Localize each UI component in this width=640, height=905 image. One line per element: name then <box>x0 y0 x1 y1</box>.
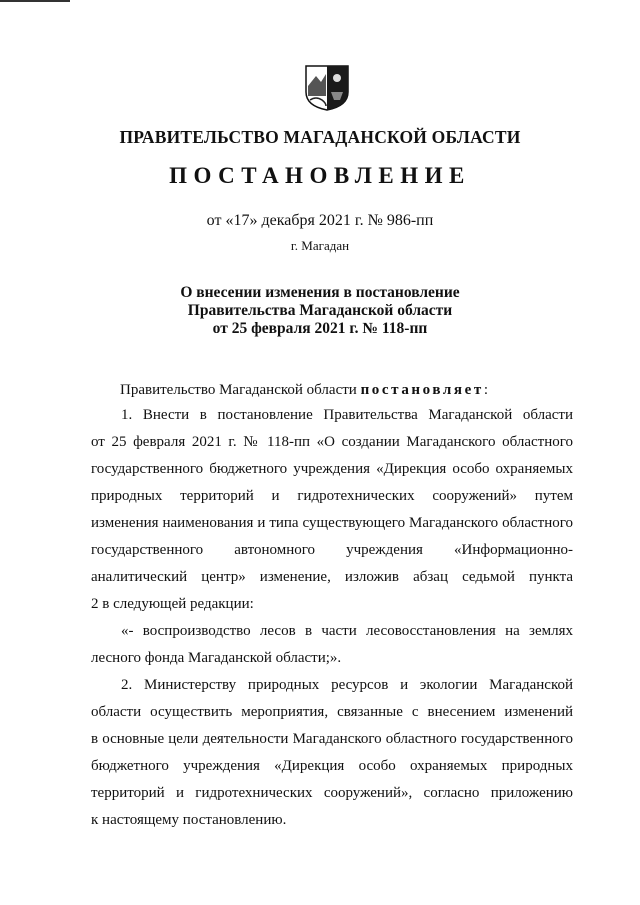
paragraph-line: 2 в следующей редакции: <box>91 596 254 612</box>
paragraph-line: 2. Министерству природных ресурсов и экологии Магаданской <box>121 677 573 693</box>
document-date-number: от «17» декабря 2021 г. № 986-пп <box>206 212 434 229</box>
preamble-verb: постановляет <box>360 382 484 398</box>
preamble-text: Правительство Магаданской области <box>120 382 361 398</box>
organization-title: ПРАВИТЕЛЬСТВО МАГАДАНСКОЙ ОБЛАСТИ <box>119 127 521 147</box>
scan-corner-mark <box>0 0 70 2</box>
paragraph-line: аналитический центр» изменение, изложив абзац седьмой пункта <box>91 569 573 585</box>
paragraph-line: государственного бюджетного учреждения «Дирекция особо охраняемых <box>91 461 573 477</box>
subject-line: О внесении изменения в постановление <box>180 284 460 301</box>
paragraph-line: в основные цели деятельности Магаданского областного государственного <box>91 731 573 747</box>
paragraph-line: природных территорий и гидротехнических сооружений» путем <box>91 488 573 504</box>
paragraph-line: 1. Внести в постановление Правительства Магаданской области <box>121 407 573 423</box>
paragraph-line: территорий и гидротехнических сооружений», согласно приложению <box>91 785 573 801</box>
paragraph-line: изменения наименования и типа существующего Магаданского областного <box>91 515 573 531</box>
document-subject <box>0 284 640 338</box>
paragraph-line: к настоящему постановлению. <box>91 812 287 828</box>
quote-line: «- воспроизводство лесов в части лесовосстановления на землях <box>121 623 573 639</box>
coat-of-arms-icon <box>302 62 352 112</box>
paragraph-line: государственного автономного учреждения «Информационно- <box>91 542 573 558</box>
paragraph-line: от 25 февраля 2021 г. № 118-пп «О создании Магаданского областного <box>91 434 573 450</box>
subject-line: от 25 февраля 2021 г. № 118-пп <box>212 320 428 337</box>
preamble <box>120 382 602 399</box>
document-city: г. Магадан <box>290 238 350 253</box>
quote-line: лесного фонда Магаданской области;». <box>91 650 342 666</box>
paragraph-line: области осуществить мероприятия, связанные с внесением изменений <box>91 704 573 720</box>
subject-line: Правительства Магаданской области <box>187 302 453 319</box>
paragraph-line: бюджетного учреждения «Дирекция особо охраняемых природных <box>91 758 573 774</box>
document-type: ПОСТАНОВЛЕНИЕ <box>169 163 471 188</box>
preamble-colon: : <box>483 382 489 398</box>
